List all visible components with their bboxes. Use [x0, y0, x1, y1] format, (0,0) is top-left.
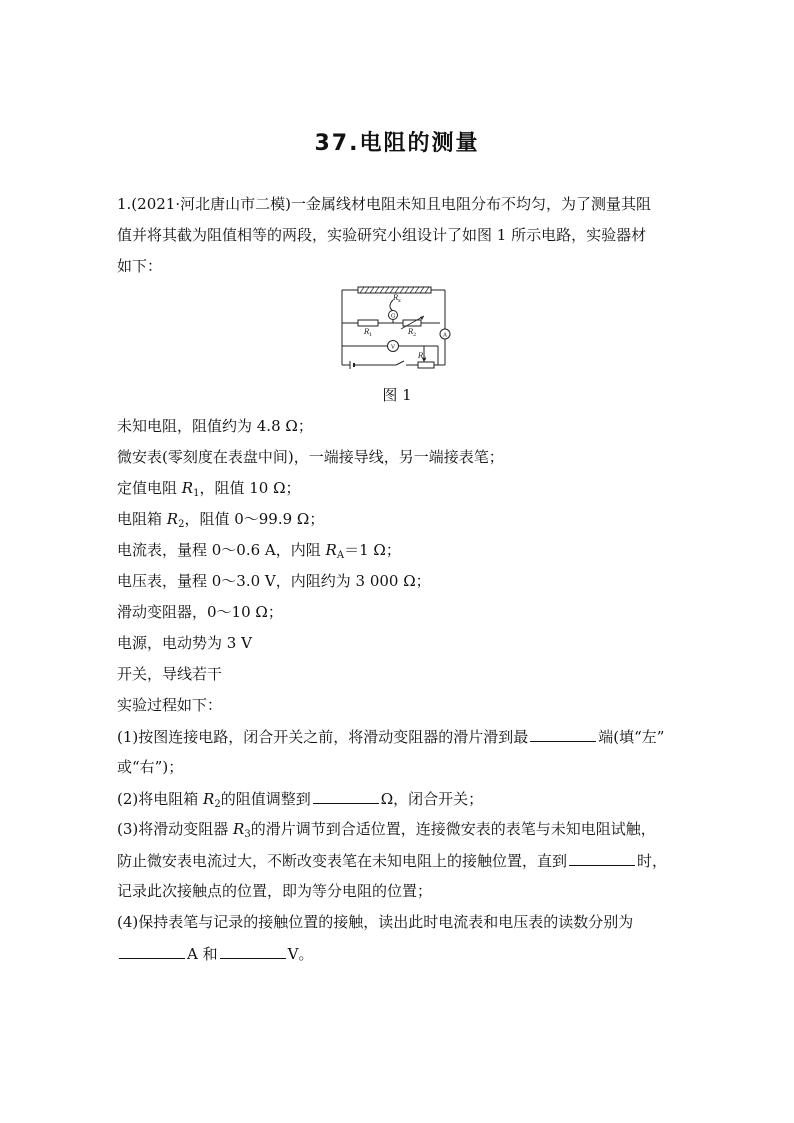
answer-blank-4[interactable] [119, 943, 185, 959]
step-3-cont-2: 记录此次接触点的位置，即为等分电阻的位置； [117, 882, 433, 900]
step-4: (4)保持表笔与记录的接触位置的接触，读出此时电流表和电压表的读数分别为 [117, 913, 634, 931]
step-1: (1)按图连接电路，闭合开关之前，将滑动变阻器的滑片滑到最 端(填“左” [117, 728, 665, 746]
step-1-cont: 或“右”)； [117, 758, 184, 776]
equipment-item-6: 电压表，量程 0～3.0 V，内阻约为 3 000 Ω； [117, 572, 431, 590]
equipment-item-4: 电阻箱 $R_2$，阻值 0～99.9 Ω； [117, 510, 325, 530]
unknown-resistor [358, 287, 431, 293]
circuit-diagram [338, 283, 458, 375]
equipment-item-3: 定值电阻 $R_1$，阻值 10 Ω； [117, 479, 301, 499]
resistor-r1 [358, 320, 378, 326]
equipment-item-8: 电源，电动势为 3 V [117, 634, 252, 652]
step-3: (3)将滑动变阻器 $R_3$的滑片调节到合适位置，连接微安表的表笔与未知电阻试触， [117, 820, 656, 840]
question-intro-line-2: 值并将其截为阻值相等的两段，实验研究小组设计了如图 1 所示电路，实验器材 [117, 226, 647, 244]
answer-blank-1[interactable] [530, 726, 596, 742]
label-rx: R [393, 294, 399, 302]
label-rx-sub: x [398, 298, 401, 304]
label-r1-sub: 1 [369, 332, 373, 338]
rheostat-r3 [418, 362, 434, 368]
answer-blank-2[interactable] [313, 788, 379, 804]
step-4-cont: A 和 V。 [117, 943, 313, 964]
equipment-item-5: 电流表，量程 0～0.6 A，内阻 $R_A=1$ Ω； [117, 541, 401, 561]
figure-caption: 图 1 [382, 386, 412, 404]
question-intro-line-1: 1.(2021·河北唐山市二模)一金属线材电阻未知且电阻分布不均匀，为了测量其阻 [117, 195, 651, 213]
label-r2: R [408, 328, 414, 336]
label-r1: R [364, 328, 370, 336]
label-r2-sub: 2 [413, 332, 417, 338]
label-r3: R [418, 352, 424, 360]
answer-blank-3[interactable] [569, 850, 635, 866]
label-v: V [391, 344, 395, 351]
question-intro-line-3: 如下： [117, 257, 163, 275]
label-r3-sub: 3 [423, 356, 427, 362]
step-2: (2)将电阻箱 $R_2$的阻值调整到 Ω，闭合开关； [117, 790, 484, 810]
label-a: A [443, 332, 447, 339]
label-g: G [391, 313, 396, 320]
process-heading: 实验过程如下： [117, 696, 223, 714]
page-title: 37.电阻的测量 [314, 131, 480, 156]
answer-blank-5[interactable] [220, 943, 286, 959]
equipment-item-7: 滑动变阻器，0～10 Ω； [117, 603, 283, 621]
equipment-item-9: 开关，导线若干 [117, 665, 223, 683]
equipment-item-1: 未知电阻，阻值约为 4.8 Ω； [117, 417, 313, 435]
equipment-item-2: 微安表(零刻度在表盘中间)，一端接导线，另一端接表笔； [117, 448, 504, 466]
step-3-cont: 防止微安表电流过大，不断改变表笔在未知电阻上的接触位置，直到 时， [117, 852, 668, 870]
